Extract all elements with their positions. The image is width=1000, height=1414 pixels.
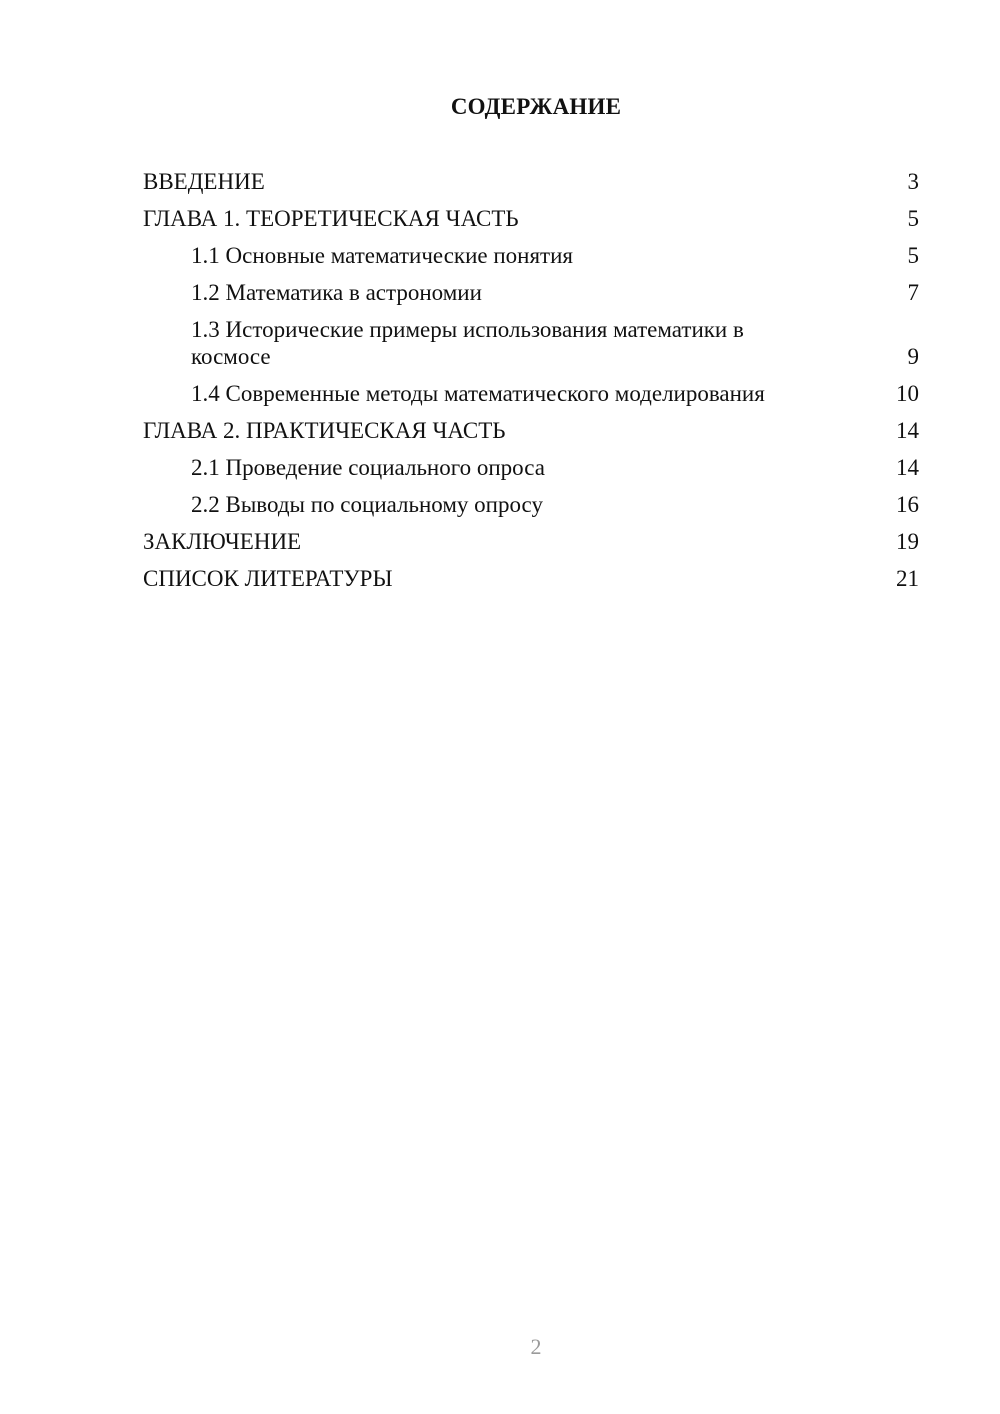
toc-entry-label: ГЛАВА 2. ПРАКТИЧЕСКАЯ ЧАСТЬ: [143, 418, 506, 443]
toc-entry-section-2-1[interactable]: [143, 454, 919, 491]
toc-entry-page: 21: [896, 566, 919, 591]
toc-entry-page: 5: [907, 206, 919, 231]
toc-entry-label: ЗАКЛЮЧЕНИЕ: [143, 529, 302, 554]
toc-entry-label: 2.1 Проведение социального опроса: [191, 455, 545, 480]
toc-entry-page: 3: [907, 169, 919, 194]
toc-entry-label: 1.1 Основные математические понятия: [191, 243, 573, 268]
toc-entry-introduction[interactable]: [143, 168, 919, 205]
toc-entry-label: 1.3 Исторические примеры использования математики в космосе: [191, 317, 744, 369]
toc-entry-label: 2.2 Выводы по социальному опросу: [191, 492, 543, 517]
page-title: СОДЕРЖАНИЕ: [450, 94, 622, 119]
toc-entry-label: 1.4 Современные методы математического моделирования: [191, 381, 765, 406]
toc-entry-page: 5: [907, 243, 919, 268]
toc-entry-references[interactable]: [143, 565, 919, 602]
toc-entry-label: СПИСОК ЛИТЕРАТУРЫ: [143, 566, 393, 591]
toc-entry-page: 14: [896, 418, 919, 443]
toc-entry-page: 16: [896, 492, 919, 517]
toc-entry-label: ВВЕДЕНИЕ: [143, 169, 265, 194]
toc-entry-conclusion[interactable]: [143, 528, 919, 565]
toc-entry-label: 1.2 Математика в астрономии: [191, 280, 482, 305]
toc-entry-chapter-2[interactable]: [143, 417, 919, 454]
table-of-contents: [143, 168, 919, 602]
toc-entry-section-1-2[interactable]: [143, 279, 919, 316]
toc-entry-page: 19: [896, 529, 919, 554]
toc-entry-section-1-4[interactable]: [143, 380, 919, 417]
toc-entry-page: 9: [907, 344, 919, 369]
toc-entry-page: 7: [907, 280, 919, 305]
page-number: 2: [530, 1334, 542, 1359]
toc-entry-page: 14: [896, 455, 919, 480]
toc-entry-label: ГЛАВА 1. ТЕОРЕТИЧЕСКАЯ ЧАСТЬ: [143, 206, 519, 231]
toc-entry-section-1-3[interactable]: [143, 316, 919, 380]
toc-entry-page: 10: [896, 381, 919, 406]
toc-entry-section-1-1[interactable]: [143, 242, 919, 279]
toc-entry-chapter-1[interactable]: [143, 205, 919, 242]
toc-entry-section-2-2[interactable]: [143, 491, 919, 528]
